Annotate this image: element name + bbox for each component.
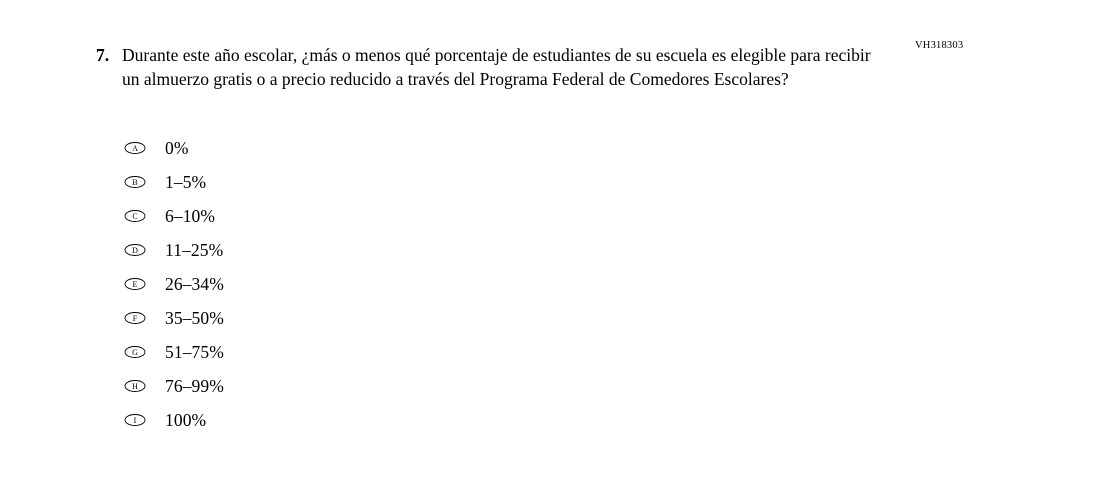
option-bubble-icon[interactable] [124,369,148,403]
option-bubble-icon[interactable] [124,267,148,301]
option-row[interactable] [124,335,224,369]
option-bubble-icon[interactable] [124,131,148,165]
option-bubble-icon[interactable] [124,335,148,369]
question-block [96,44,896,91]
option-letter: E [132,280,138,289]
option-label: 51–75% [165,342,224,362]
option-label: 0% [165,138,189,158]
option-letter: A [132,144,138,153]
option-letter: B [132,178,138,187]
option-letter: G [132,348,138,357]
option-letter: C [132,212,138,221]
option-letter: H [132,382,138,391]
option-bubble-icon[interactable] [124,199,148,233]
option-label: 35–50% [165,308,224,328]
option-row[interactable] [124,165,224,199]
question-text: Durante este año escolar, ¿más o menos qué porcentaje de estudiantes de su escuela es elegible para recibir un almuerzo gratis o a precio reducido a través del Programa Federal de Comedores Escolares? [122,45,871,89]
answer-options-list [124,131,224,437]
question-row [96,44,896,91]
option-bubble-icon[interactable] [124,233,148,267]
question-number: 7. [96,45,110,65]
option-row[interactable] [124,131,224,165]
option-bubble-icon[interactable] [124,403,148,437]
option-row[interactable] [124,267,224,301]
option-row[interactable] [124,369,224,403]
option-bubble-icon[interactable] [124,165,148,199]
option-bubble-icon[interactable] [124,301,148,335]
option-letter: I [133,416,137,425]
option-row[interactable] [124,199,224,233]
option-letter: F [132,314,138,323]
option-label: 100% [165,410,207,430]
option-label: 1–5% [165,172,207,192]
option-label: 26–34% [165,274,224,294]
option-row[interactable] [124,403,224,437]
option-row[interactable] [124,233,224,267]
option-label: 76–99% [165,376,224,396]
form-id-code: VH318303 [915,40,964,51]
option-row[interactable] [124,301,224,335]
option-letter: D [132,246,138,255]
option-label: 11–25% [165,240,224,260]
option-label: 6–10% [165,206,216,226]
